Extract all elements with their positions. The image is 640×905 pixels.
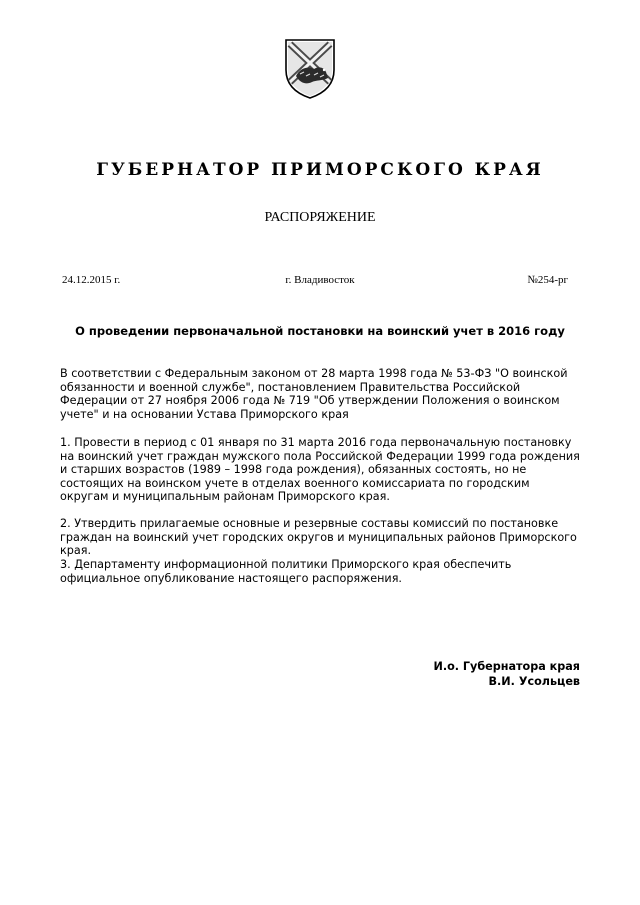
document-date: 24.12.2015 г. [62, 274, 121, 286]
document-type: РАСПОРЯЖЕНИЕ [264, 210, 376, 225]
paragraph-3: 3. Департаменту информационной политики Приморского края обеспечить официальное опубликование настоящего распоряжения. [60, 558, 512, 585]
paragraph-2: 2. Утвердить прилагаемые основные и резервные составы комиссий по постановке граждан на воинский учет городских округов и муниципальных районов Приморского края. [60, 517, 577, 558]
document-number: №254-рг [527, 274, 568, 286]
primorsky-krai-coat-of-arms-icon [282, 36, 338, 100]
signature-position: И.о. Губернатора края [433, 660, 580, 673]
paragraph-intro: В соответствии с Федеральным законом от 28 марта 1998 года № 53-ФЗ "О воинской обязанности и военной службе", постановлением Правительства Российской Федерации от 27 ноября 2006 года № 719 "Об утверждении Положения о воинском учете" и на основании Устава Приморского края [60, 367, 568, 421]
document-city: г. Владивосток [285, 274, 355, 286]
document-subject: О проведении первоначальной постановки на воинский учет в 2016 году [75, 324, 565, 338]
paragraph-1: 1. Провести в период с 01 января по 31 марта 2016 года первоначальную постановку на воинский учет граждан мужского пола Российской Федерации 1999 года рождения и старших возрастов (1989 – 1998 года рождения), обязанных состоять, но не состоящих на воинском учете в отделах военного комиссариата по городским округам и муниципальным районам Приморского края. [60, 436, 580, 504]
signature-block [433, 659, 580, 689]
signature-name: В.И. Усольцев [488, 675, 580, 688]
organization-title: ГУБЕРНАТОР ПРИМОРСКОГО КРАЯ [96, 160, 544, 180]
